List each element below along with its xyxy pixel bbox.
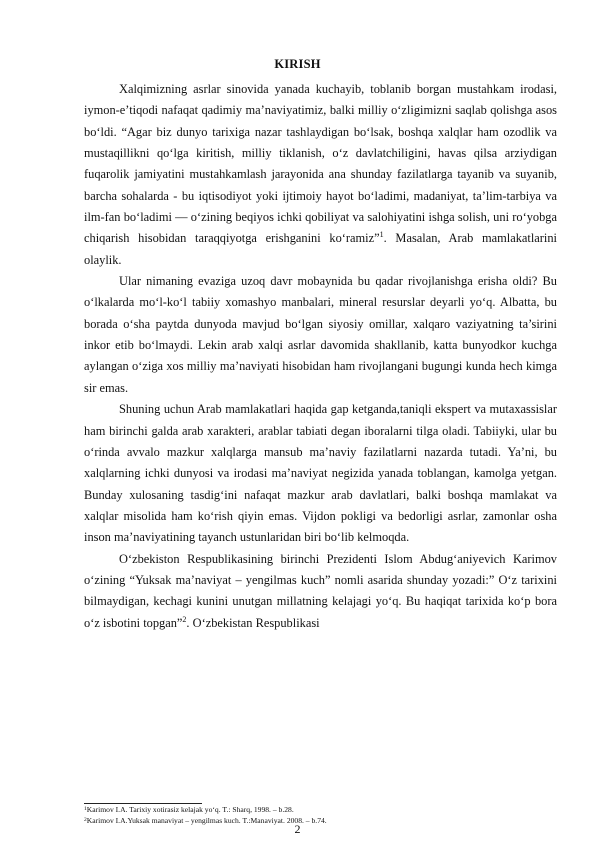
- paragraph-1-tail: . Masalan, Arab mamlakatlarini olaylik.: [84, 231, 557, 267]
- footnote-2-mark: 2: [84, 816, 87, 823]
- footnote-ref-1[interactable]: 1: [379, 230, 384, 240]
- footnote-2-text: Karimov I.A.Yuksak manaviyat – yengilmas kuch. T.:Manaviyat. 2008. – b.74.: [86, 815, 327, 825]
- page-title: KIRISH: [274, 57, 321, 71]
- paragraph-4-text: O‘zbekiston Respublikasining birinchi Prezidenti Islom Abdug‘aniyevich Karimov o‘zining “Yuksak ma’naviyat – yengilmas kuch” nomli asarida shunday yozadi:” O‘z tarixini bilmaydigan, kechagi kunini unutgan millatning kelajagi yo‘q. Bu haqiqat tarixida ko‘p bora o‘z isbotini topgan”: [84, 551, 557, 630]
- paragraph-4: [84, 549, 557, 634]
- footnote-1-mark: 1: [84, 806, 87, 812]
- paragraph-2: Ular nimaning evaziga uzoq davr mobaynida bu qadar rivojlanishga erisha oldi? Bu o‘lkalarda mo‘l-ko‘l tabiiy xomashyo manbalari, mineral resurslar deyarli yo‘q. Albatta, bu borada o‘sha paytda dunyoda mavjud bo‘lgan siyosiy omillar, xalqaro vaziyatning ta’sirini inkor etib bo‘lmaydi. Lekin arab xalqi asrlar davomida shakllanib, katta bunyodkor kuchga aylangan o‘ziga xos milliy ma’naviyati hisobidan ham rivojlangani bugungi kunda hech kimga sir emas.: [84, 274, 557, 395]
- body-text: [84, 79, 557, 634]
- footnote-1: [84, 805, 557, 816]
- paragraph-1: [84, 79, 557, 271]
- footnote-separator: [84, 803, 202, 804]
- paragraph-1-text: Xalqimizning asrlar sinovida yanada kuchayib, toblanib borgan mustahkam irodasi, iymon-e’tiqodi nafaqat qadimiy ma’naviyatimiz, balki milliy o‘zligimizni saqlab qolishga asos bo‘ldi. “Agar biz dunyo tarixiga nazar tashlaydigan bo‘lsak, boshqa xalqlar ham ozodlik va mustaqillikni qo‘lga kiritish, milliy tiklanish, o‘z davlatchiligini, havas qilsa arziydigan fuqarolik jamiyatini mustahkamlash jarayonida ana shunday fazilatlarga tayanib va suyanib, barcha sohalarda - bu iqtisodiyot yoki ijtimoiy hayot bo‘ladimi, madaniyat, ta’lim-tarbiya va ilm-fan bo‘ladimi — o‘zining beqiyos ichki qobiliyat va salohiyatini ishga solish, uni ro‘yobga chiqarish hisobidan taraqqiyotga erishganini ko‘ramiz”: [84, 82, 557, 246]
- footnote-1-text: Karimov I.A. Tarixiy xotirasiz kelajak yo‘q. T.: Sharq, 1998. – b.28.: [86, 805, 294, 814]
- page-number: 2: [294, 822, 301, 836]
- paragraph-3: Shuning uchun Arab mamlakatlari haqida gap ketganda,taniqli ekspert va mutaxassislar ham birinchi galda arab xarakteri, arablar tabiati degan iboralarni tilga oladi. Tabiiyki, ular bu o‘rinda avvalo mazkur xalqlarga mansub ma’naviy fazilatlarni nazarda tutadi. Ya’ni, bu xalqlarning ichki dunyosi va irodasi ma’naviyat negizida yanada toblangan, kamolga yetgan. Bunday xulosaning tasdig‘ini nafaqat mazkur arab davlatlari, balki boshqa mamlakat va xalqlar misolida ham ko‘rish qiyin emas. Vijdon pokligi va bedorligi asrlar, zamonlar osha inson ma’naviyatining tayanch ustunlaridan biri bo‘lib kelmoqda.: [84, 402, 557, 545]
- paragraph-4-tail: . O‘zbekistan Respublikasi: [186, 615, 320, 630]
- footnote-ref-2[interactable]: 2: [182, 614, 187, 624]
